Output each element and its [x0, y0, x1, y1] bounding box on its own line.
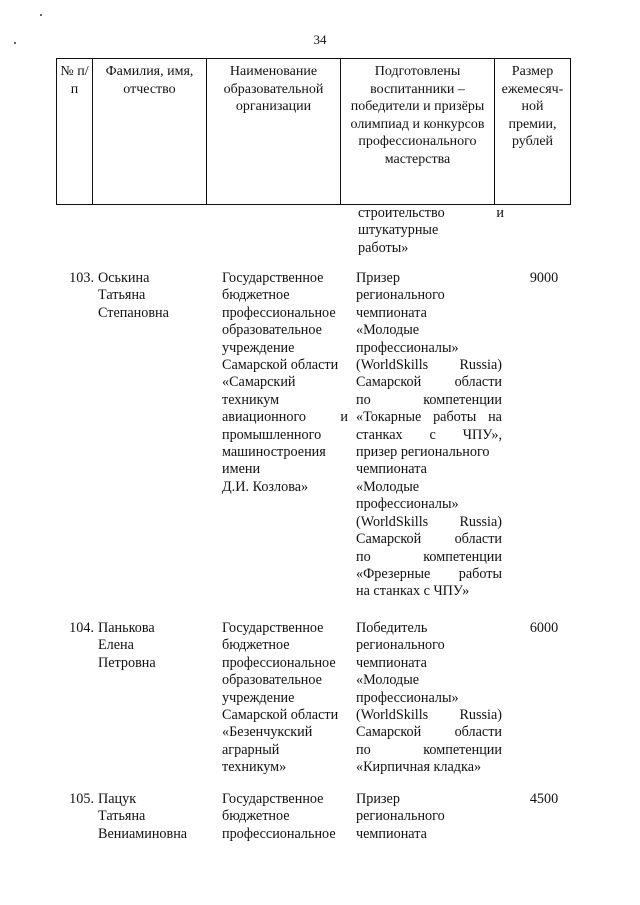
text-line: Самарской области — [356, 724, 502, 741]
text-line: Оськина — [98, 270, 150, 286]
header-prize: Размер ежемесяч-ной премии, рублей — [495, 59, 571, 205]
row-number: 104. — [69, 620, 94, 636]
text-line: Татьяна — [98, 808, 146, 825]
text-line: «Молодые — [356, 478, 420, 495]
text-line: работы» — [358, 239, 409, 256]
text-line: образовательное — [222, 672, 322, 689]
text-line: профессионалы» — [356, 496, 459, 513]
text-line: Степановна — [98, 304, 169, 321]
text-line: профессионалы» — [356, 689, 459, 706]
text-line: Государственное — [222, 791, 324, 807]
text-line: Призер — [356, 791, 400, 807]
text-line: бюджетное — [222, 637, 290, 654]
text-line: «Молодые — [356, 322, 420, 339]
text-line: «Кирпичная кладка» — [356, 759, 482, 776]
text-line: профессиональное — [222, 304, 336, 321]
text-line: Вениаминовна — [98, 825, 188, 842]
text-line: (WorldSkills Russia) — [356, 357, 502, 374]
scan-speck — [40, 14, 42, 16]
row-name — [98, 620, 218, 672]
row-name — [98, 270, 218, 322]
text-line: Самарской области — [222, 357, 339, 374]
row-number: 105. — [69, 791, 94, 807]
text-line: по компетенции — [356, 741, 502, 758]
header-prepared: Подготовлены воспитанники – победители и призёры олимпиад и конкурсов профессионального мастерства — [341, 59, 495, 205]
row-prepared — [356, 620, 502, 777]
row-prepared — [356, 270, 502, 601]
text-line: бюджетное — [222, 287, 290, 304]
header-org: Наименование образовательной организации — [207, 59, 341, 205]
text-line: имени — [222, 461, 261, 478]
text-line: аграрный — [222, 741, 280, 758]
text-line: Государственное — [222, 620, 324, 636]
text-line: штукатурные — [358, 222, 439, 239]
text-line: Татьяна — [98, 287, 146, 304]
row-number: 103. — [69, 270, 94, 286]
text-line: авиационного и — [222, 409, 348, 426]
header-name: Фамилия, имя, отчество — [93, 59, 207, 205]
text-line: «Безенчукский — [222, 724, 313, 741]
text-line: профессиональное — [222, 654, 336, 671]
text-line: профессионалы» — [356, 339, 459, 356]
text-line: Елена — [98, 637, 134, 654]
text-line: по компетенции — [356, 391, 502, 408]
text-line: учреждение — [222, 689, 295, 706]
text-line: строительство и — [358, 205, 504, 221]
text-line: Государственное — [222, 270, 324, 286]
text-line: Панькова — [98, 620, 155, 636]
text-line: «Фрезерные работы — [356, 565, 502, 582]
text-line: «Самарский — [222, 374, 296, 391]
text-line: чемпионата — [356, 825, 427, 842]
page-number: 34 — [313, 32, 327, 47]
text-line: чемпионата — [356, 461, 427, 478]
text-line: «Молодые — [356, 672, 420, 689]
text-line: техникум» — [222, 759, 287, 776]
row-organization — [222, 620, 348, 777]
text-line: (WorldSkills Russia) — [356, 707, 502, 724]
row-prize: 6000 — [529, 620, 559, 636]
text-line: Самарской области — [356, 531, 502, 548]
text-line: чемпионата — [356, 654, 427, 671]
text-line: профессиональное — [222, 825, 336, 842]
text-line: Пацук — [98, 791, 137, 807]
text-line: Победитель — [356, 620, 428, 636]
text-line: промышленного — [222, 426, 322, 443]
text-line: станках с ЧПУ», — [356, 426, 502, 443]
text-line: призер регионального — [356, 444, 490, 461]
text-line: техникум — [222, 391, 280, 408]
row-organization — [222, 791, 348, 843]
text-line: (WorldSkills Russia) — [356, 513, 502, 530]
text-line: регионального — [356, 287, 445, 304]
row-name — [98, 791, 218, 843]
row-organization — [222, 270, 348, 496]
text-line: бюджетное — [222, 808, 290, 825]
text-line: образовательное — [222, 322, 322, 339]
row-prize: 9000 — [529, 270, 559, 286]
row-prepared — [356, 791, 502, 843]
table-header — [56, 58, 571, 205]
text-line: по компетенции — [356, 548, 502, 565]
header-num: № п/п — [57, 59, 93, 205]
text-line: Самарской области — [356, 374, 502, 391]
text-line: Призер — [356, 270, 400, 286]
text-line: учреждение — [222, 339, 295, 356]
text-line: на станках с ЧПУ» — [356, 583, 470, 600]
text-line: регионального — [356, 637, 445, 654]
text-line: регионального — [356, 808, 445, 825]
text-line: Самарской области — [222, 707, 339, 724]
text-line: чемпионата — [356, 304, 427, 321]
text-line: Д.И. Козлова» — [222, 478, 309, 495]
text-line: «Токарные работы на — [356, 409, 502, 426]
text-line: машиностроения — [222, 444, 326, 461]
continuation-prepared — [358, 205, 504, 257]
row-prize: 4500 — [529, 791, 559, 807]
text-line: Петровна — [98, 654, 156, 671]
